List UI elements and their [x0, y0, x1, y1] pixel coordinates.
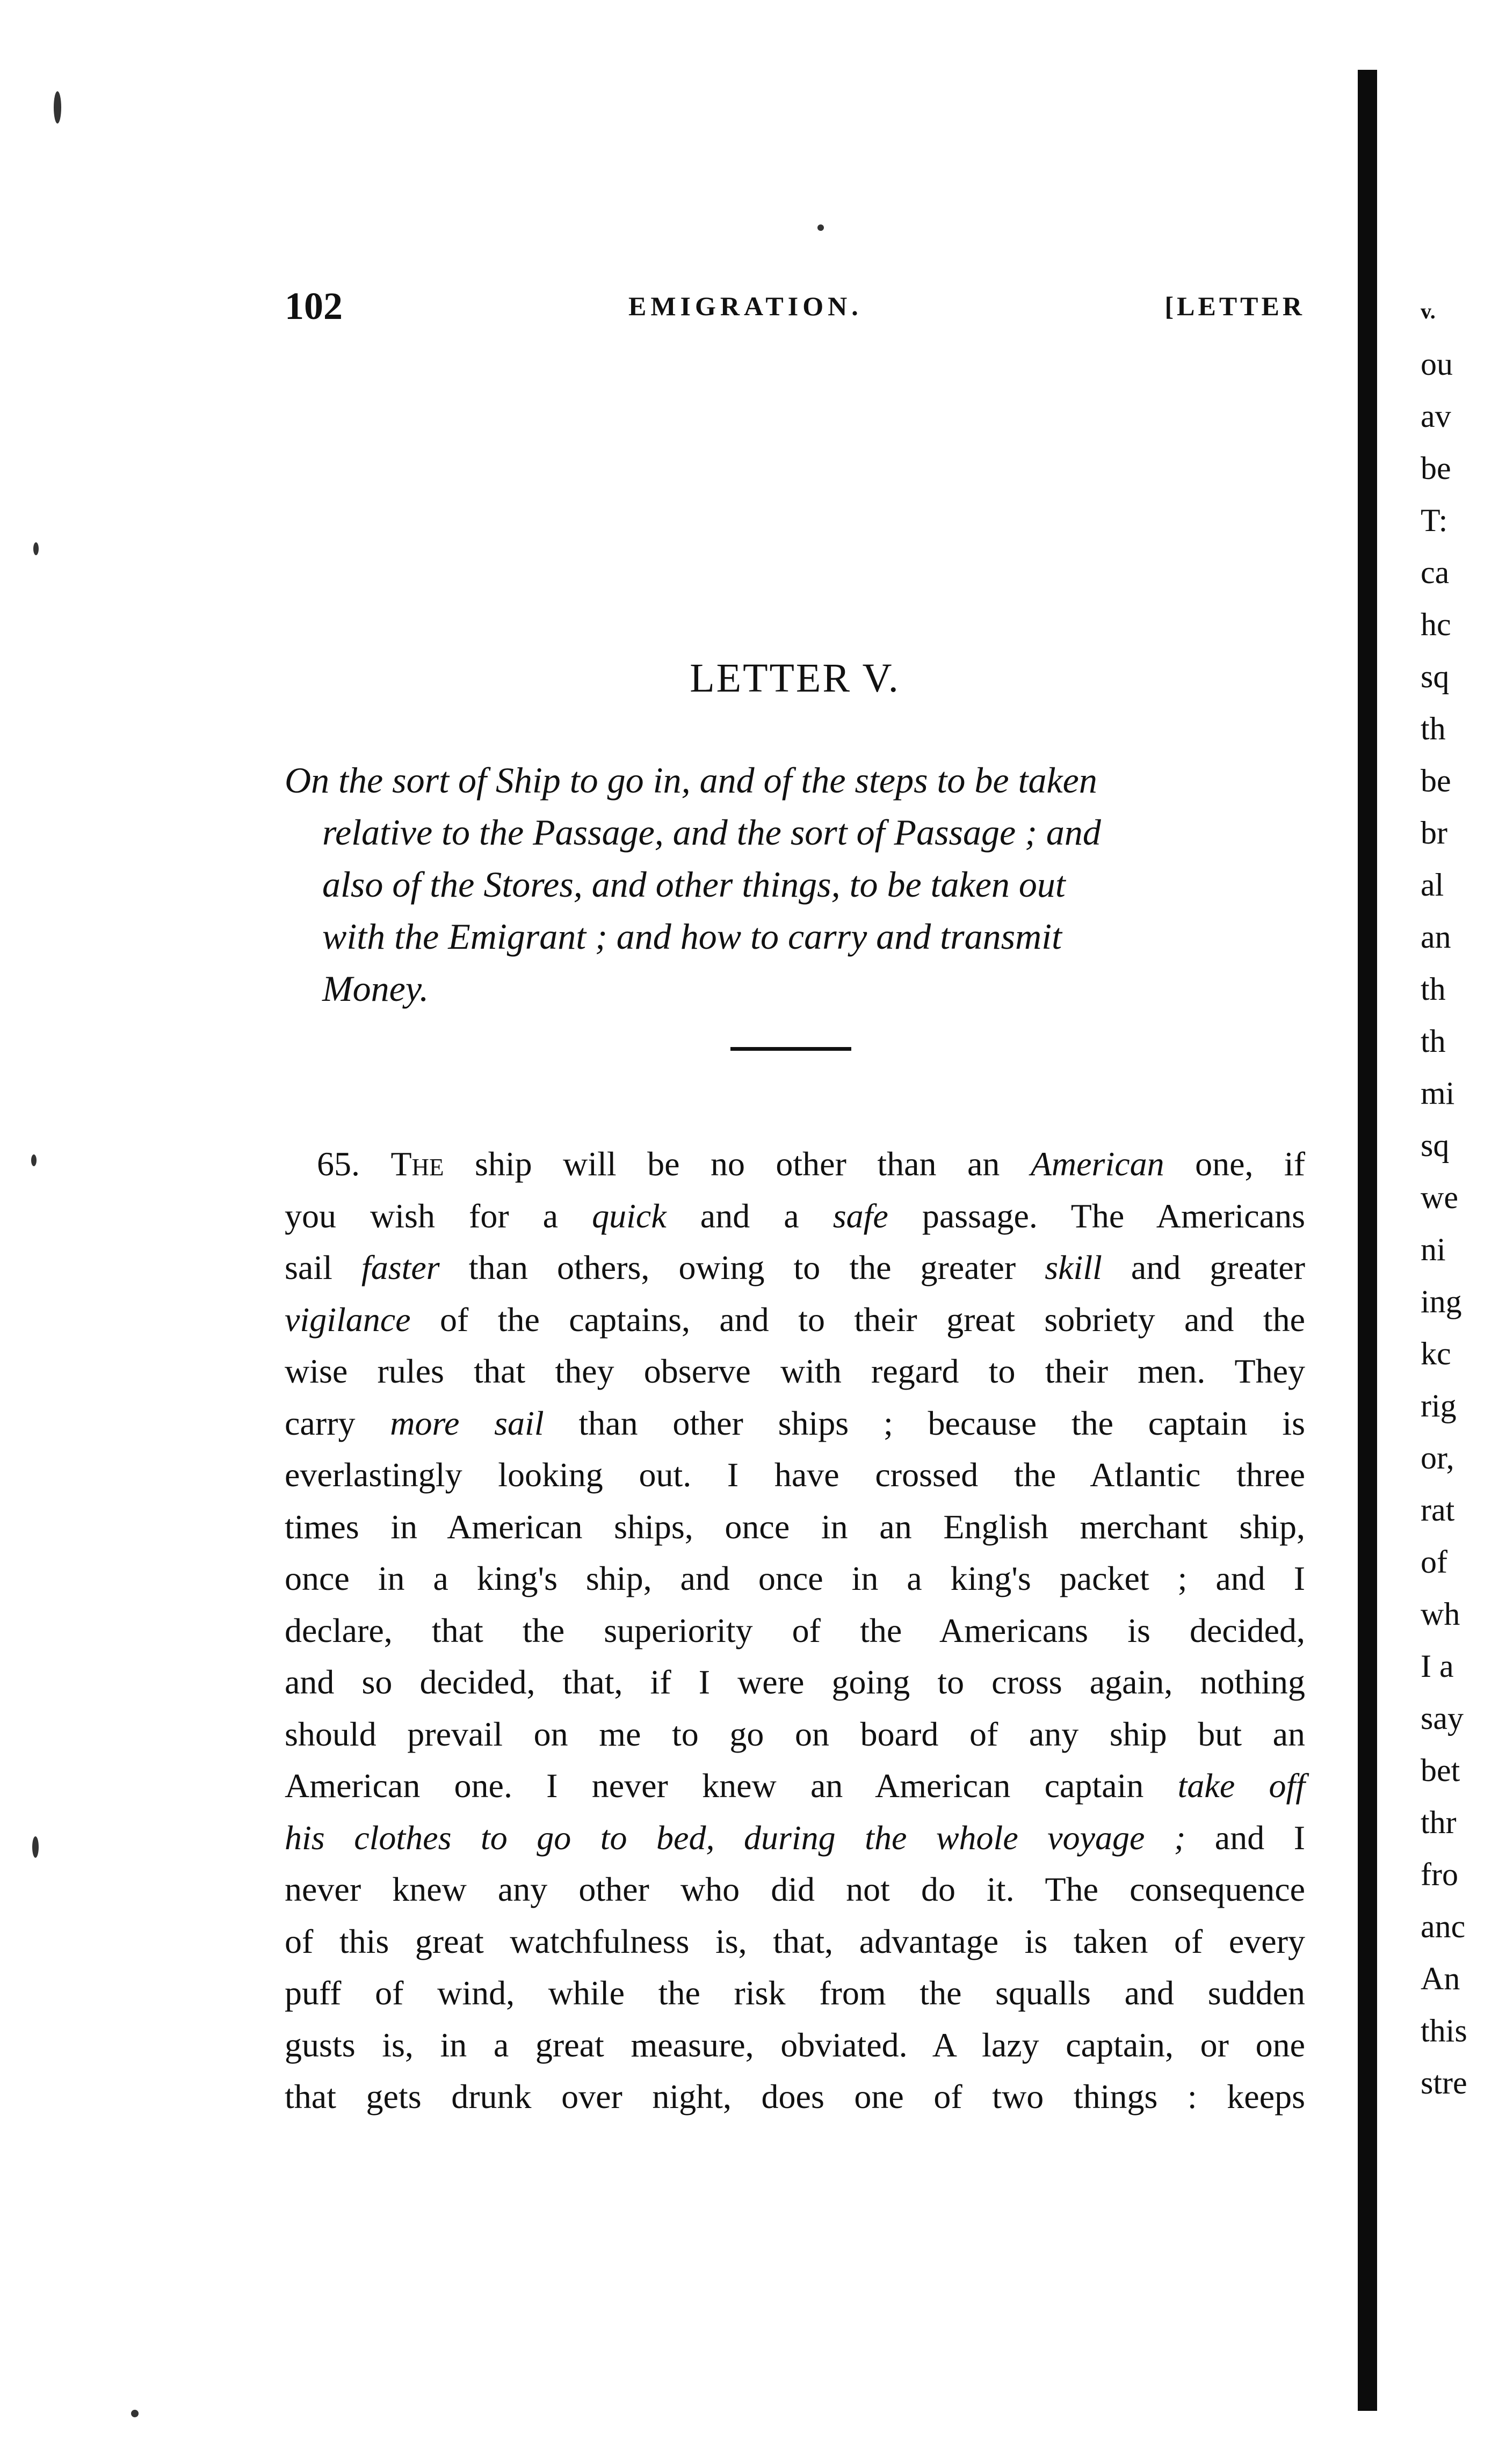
- small-caps-run: The: [390, 1145, 444, 1183]
- bleed-fragment: this: [1421, 2013, 1467, 2048]
- summary-line: Money.: [322, 968, 429, 1009]
- bleed-fragment: we: [1421, 1180, 1458, 1215]
- italic-run: safe: [832, 1196, 888, 1235]
- text-run: than others, owing to the greater: [439, 1248, 1045, 1286]
- bleed-fragment: sq: [1421, 659, 1450, 694]
- bleed-fragment: ou: [1421, 346, 1453, 382]
- text-run: you wish for a: [285, 1196, 592, 1235]
- body-line: [285, 2071, 1305, 2123]
- text-run: declare, that the superiority of the Americans is decided,: [285, 1611, 1305, 1649]
- text-run: carry: [285, 1404, 390, 1442]
- bleed-fragment: or,: [1421, 1440, 1454, 1476]
- scan-speck: [32, 1836, 39, 1858]
- bleed-fragment: anc: [1421, 1909, 1466, 1944]
- bleed-fragment: br: [1421, 815, 1447, 851]
- text-run: of this great watchfulness is, that, advantage is taken of every: [285, 1922, 1305, 1960]
- bleed-fragment: ing: [1421, 1284, 1462, 1319]
- body-line: [285, 1294, 1305, 1346]
- body-line: [285, 1967, 1305, 2019]
- bleed-fragment: rig: [1421, 1388, 1457, 1423]
- body-line: [285, 1916, 1305, 1968]
- bleed-fragment: fro: [1421, 1857, 1458, 1892]
- text-run: and so decided, that, if I were going to cross again, nothing: [285, 1663, 1305, 1701]
- text-run: and greater: [1102, 1248, 1305, 1286]
- text-run: times in American ships, once in an English merchant ship,: [285, 1507, 1305, 1546]
- bleed-fragment: be: [1421, 763, 1451, 798]
- italic-run: skill: [1045, 1248, 1102, 1286]
- italic-run: take off: [1177, 1767, 1306, 1805]
- bleed-fragment: kc: [1421, 1336, 1451, 1371]
- body-line: [285, 1398, 1305, 1450]
- bleed-fragment: ni: [1421, 1232, 1446, 1267]
- running-letter-label: [LETTER: [1164, 291, 1305, 321]
- text-run: of the captains, and to their great sobriety and the: [410, 1300, 1305, 1339]
- bleed-fragment: mi: [1421, 1075, 1455, 1111]
- text-run: everlastingly looking out. I have crossed the Atlantic three: [285, 1456, 1305, 1494]
- bleed-fragment: an: [1421, 919, 1451, 955]
- running-header: [285, 279, 1305, 333]
- bleed-fragment: hc: [1421, 607, 1451, 642]
- text-run: should prevail on me to go on board of any ship but an: [285, 1714, 1305, 1753]
- summary-line: with the Emigrant ; and how to carry and transmit: [322, 916, 1062, 957]
- body-line: [285, 1501, 1305, 1553]
- bleed-fragment: al: [1421, 867, 1444, 903]
- section-divider: [730, 1047, 851, 1051]
- body-line: [285, 1656, 1305, 1709]
- body-line: [285, 1709, 1305, 1761]
- text-run: gusts is, in a great measure, obviated. A lazy captain, or one: [285, 2025, 1305, 2064]
- summary-line: On the sort of Ship to go in, and of the steps to be taken: [285, 760, 1097, 801]
- text-run: sail: [285, 1248, 361, 1286]
- body-line: [285, 1190, 1305, 1242]
- text-run: and a: [666, 1196, 833, 1235]
- bleed-fragment: th: [1421, 971, 1446, 1007]
- page-gutter-shadow: [1358, 70, 1377, 2411]
- text-run: American one. I never knew an American captain: [285, 1767, 1178, 1805]
- text-run: passage. The Americans: [888, 1196, 1306, 1235]
- body-line: [285, 1553, 1305, 1605]
- text-run: puff of wind, while the risk from the squalls and sudden: [285, 1974, 1305, 2012]
- text-run: than other ships ; because the captain is: [544, 1404, 1306, 1442]
- text-run: and I: [1185, 1818, 1306, 1857]
- text-run: ship will be no other than an: [444, 1145, 1031, 1183]
- summary-line: relative to the Passage, and the sort of Passage ; and: [322, 812, 1101, 853]
- bleed-header: v.: [1421, 299, 1436, 323]
- body-line: [285, 1864, 1305, 1916]
- scan-speck: [33, 542, 39, 555]
- bleed-fragment: of: [1421, 1544, 1447, 1580]
- body-line: [285, 1605, 1305, 1657]
- bleed-fragment: stre: [1421, 2065, 1467, 2100]
- bleed-fragment: An: [1421, 1961, 1460, 1996]
- text-run: never knew any other who did not do it. The consequence: [285, 1870, 1305, 1908]
- bleed-fragment: th: [1421, 711, 1446, 746]
- italic-run: more sail: [390, 1404, 544, 1442]
- bleed-fragment: T:: [1421, 503, 1448, 538]
- body-line: [285, 2019, 1305, 2071]
- body-line: [285, 1760, 1305, 1812]
- bleed-fragment: rat: [1421, 1492, 1455, 1528]
- page-number: 102: [285, 285, 343, 328]
- italic-run: vigilance: [285, 1300, 411, 1339]
- italic-run: his clothes to go to bed, during the whole voyage ;: [285, 1818, 1186, 1857]
- scan-speck: [817, 224, 824, 231]
- bleed-fragment: ca: [1421, 555, 1450, 590]
- text-run: once in a king's ship, and once in a king's packet ; and I: [285, 1559, 1305, 1597]
- bleed-fragment: I a: [1421, 1648, 1454, 1684]
- bleed-fragment: thr: [1421, 1805, 1457, 1840]
- text-run: that gets drunk over night, does one of two things : keeps: [285, 2077, 1305, 2116]
- text-run: 65.: [317, 1145, 391, 1183]
- chapter-title: LETTER V.: [690, 656, 900, 701]
- body-line: [285, 1138, 1305, 1190]
- bleed-fragment: say: [1421, 1700, 1464, 1736]
- italic-run: quick: [592, 1196, 667, 1235]
- italic-run: faster: [361, 1248, 440, 1286]
- body-line: [285, 1242, 1305, 1294]
- bleed-fragment: bet: [1421, 1753, 1460, 1788]
- bleed-fragment: be: [1421, 450, 1451, 486]
- bleed-fragment: wh: [1421, 1596, 1460, 1632]
- bleed-fragment: av: [1421, 398, 1451, 434]
- bleed-fragment: th: [1421, 1023, 1446, 1059]
- facing-page-bleed: [1421, 285, 1506, 2109]
- scan-speck: [131, 2410, 139, 2417]
- scan-speck: [54, 91, 61, 123]
- running-title: EMIGRATION.: [628, 291, 863, 321]
- text-run: wise rules that they observe with regard to their men. They: [285, 1352, 1305, 1390]
- scan-speck: [31, 1154, 37, 1166]
- summary-line: also of the Stores, and other things, to be taken out: [322, 864, 1066, 905]
- body-paragraph: [285, 1138, 1305, 2123]
- body-line: [285, 1812, 1305, 1864]
- body-line: [285, 1346, 1305, 1398]
- text-run: one, if: [1164, 1145, 1306, 1183]
- italic-run: American: [1030, 1145, 1164, 1183]
- chapter-summary: [285, 754, 1305, 1015]
- bleed-fragment: sq: [1421, 1128, 1450, 1163]
- body-line: [285, 1449, 1305, 1501]
